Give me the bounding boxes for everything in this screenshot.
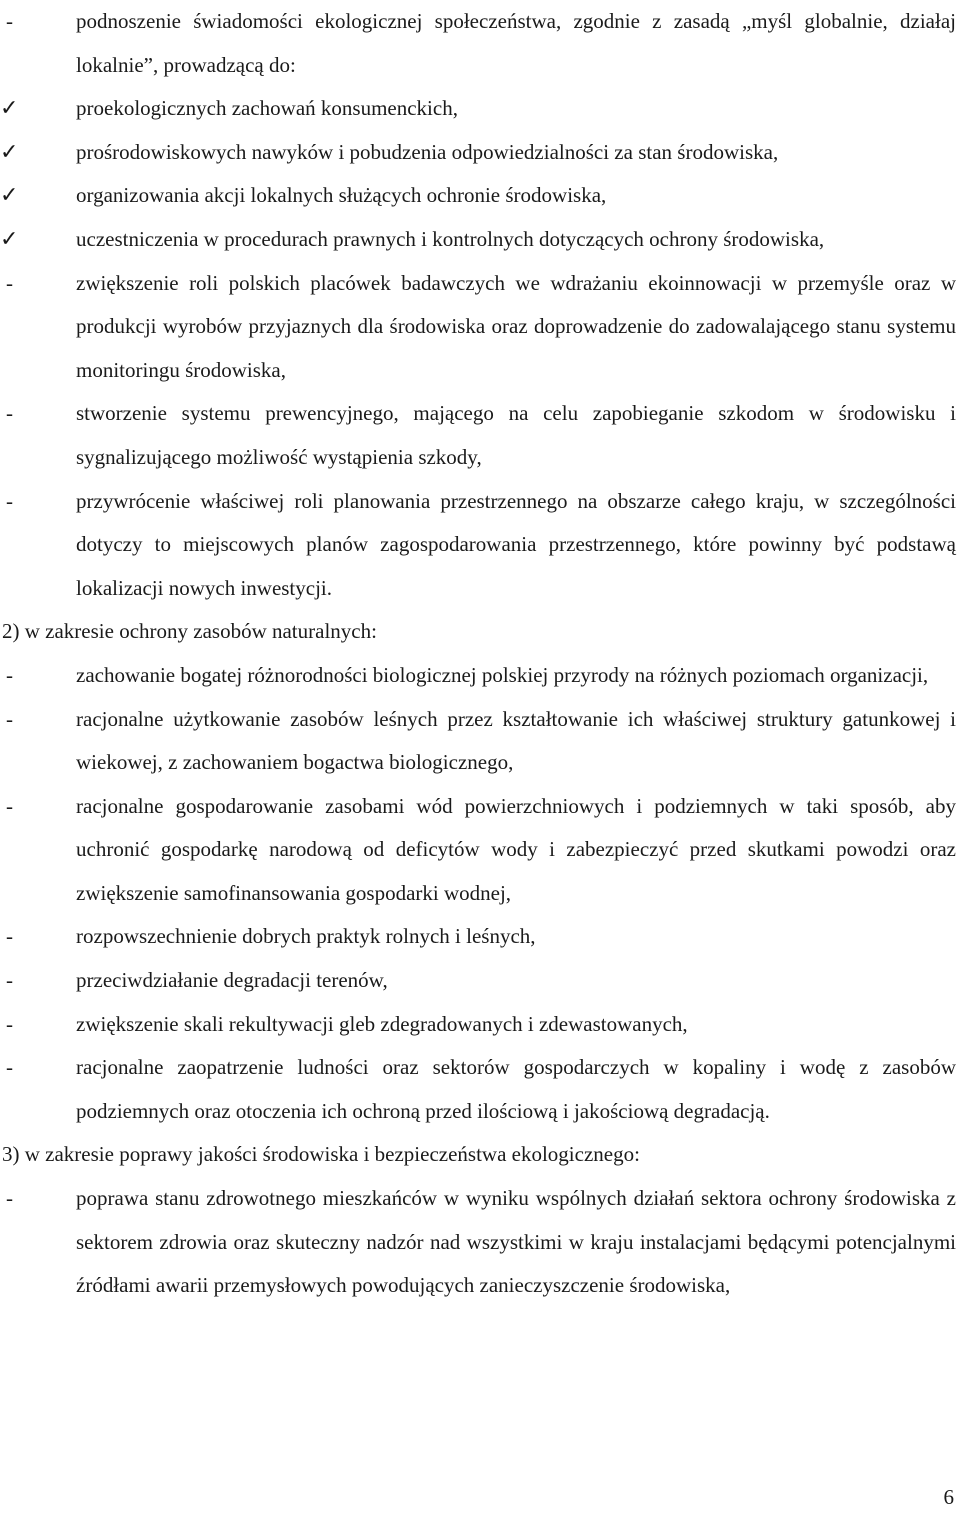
list-item	[6, 1003, 956, 1047]
page-number: 6	[943, 1485, 954, 1509]
list-item-text: zwiększenie skali rekultywacji gleb zdegradowanych i zdewastowanych,	[76, 1011, 688, 1036]
dash-bullet: -	[6, 924, 13, 949]
dash-bullet: -	[6, 9, 13, 33]
list-item-text: organizowania akcji lokalnych służących ochronie środowiska,	[76, 183, 607, 208]
dash-bullet: -	[6, 968, 13, 993]
list-item	[6, 698, 956, 785]
list-item	[6, 0, 956, 87]
list-item-text: podnoszenie świadomości ekologicznej społeczeństwa, zgodnie z zasadą „myśl globalnie, działaj lokalnie”, prowadzącą do:	[76, 9, 956, 77]
list-item	[6, 959, 956, 1003]
list-item-text: racjonalne zaopatrzenie ludności oraz sektorów gospodarczych w kopaliny i wodę z zasobów podziemnych oraz otoczenia ich ochroną przed ilościową i jakościową degradacją.	[76, 1055, 956, 1123]
section-heading: 2) w zakresie ochrony zasobów naturalnych:	[2, 619, 377, 644]
list-item	[0, 174, 956, 218]
list-item-text: racjonalne użytkowanie zasobów leśnych przez kształtowanie ich właściwej struktury gatunkowej i wiekowej, z zachowaniem bogactwa biologicznego,	[76, 706, 956, 775]
list-item	[6, 1046, 956, 1133]
list-item	[0, 131, 956, 175]
list-item-text: uczestniczenia w procedurach prawnych i kontrolnych dotyczących ochrony środowiska,	[76, 226, 825, 251]
dash-bullet: -	[6, 270, 13, 295]
list-item	[6, 480, 956, 611]
list-item-text: racjonalne gospodarowanie zasobami wód powierzchniowych i podziemnych w taki sposób, aby uchronić gospodarkę narodową od deficytów wody i zabezpieczyć przed skutkami powodzi oraz zwiększenie samofinansowania gospodarki wodnej,	[76, 793, 956, 905]
dash-bullet: -	[6, 488, 13, 513]
list-item	[6, 392, 956, 479]
list-item-text: poprawa stanu zdrowotnego mieszkańców w wyniku wspólnych działań sektora ochrony środowiska z sektorem zdrowia oraz skuteczny nadzór nad wszystkimi w kraju instalacjami będącymi potencjalnymi źródłami awarii przemysłowych powodujących zanieczyszczenie środowiska,	[76, 1186, 956, 1298]
dash-bullet: -	[6, 401, 13, 426]
dash-bullet: -	[6, 706, 13, 731]
dash-bullet: -	[6, 1011, 13, 1036]
list-item	[6, 915, 956, 959]
dash-bullet: -	[6, 1055, 13, 1080]
checkmark-icon: ✓	[0, 183, 19, 209]
list-item-text: przywrócenie właściwej roli planowania przestrzennego na obszarze całego kraju, w szczególności dotyczy to miejscowych planów zagospodarowania przestrzennego, które powinny być podstawą lokalizacji nowych inwestycji.	[76, 488, 956, 600]
checkmark-icon: ✓	[0, 139, 19, 165]
list-item	[6, 654, 956, 698]
dash-bullet: -	[6, 793, 13, 818]
list-item-text: rozpowszechnienie dobrych praktyk rolnych i leśnych,	[76, 924, 536, 949]
section-heading: 3) w zakresie poprawy jakości środowiska i bezpieczeństwa ekologicznego:	[2, 1142, 640, 1167]
list-item	[0, 87, 956, 131]
list-item-text: prośrodowiskowych nawyków i pobudzenia odpowiedzialności za stan środowiska,	[76, 139, 779, 164]
checkmark-icon: ✓	[0, 96, 19, 122]
list-item	[6, 262, 956, 393]
dash-bullet: -	[6, 662, 13, 687]
list-item-text: stworzenie systemu prewencyjnego, mającego na celu zapobieganie szkodom w środowisku i sygnalizującego możliwość wystąpienia szkody,	[76, 401, 956, 469]
dash-bullet: -	[6, 1186, 13, 1211]
list-item	[6, 1177, 956, 1308]
list-item-text: zwiększenie roli polskich placówek badawczych we wdrażaniu ekoinnowacji w przemyśle oraz w produkcji wyrobów przyjaznych dla środowiska oraz doprowadzenie do zadowalającego stanu systemu monitoringu środowiska,	[76, 270, 956, 382]
list-item-text: zachowanie bogatej różnorodności biologicznej polskiej przyrody na różnych poziomach organizacji,	[76, 662, 929, 687]
checkmark-icon: ✓	[0, 226, 19, 252]
list-item	[6, 785, 956, 916]
list-item-text: proekologicznych zachowań konsumenckich,	[76, 96, 458, 121]
list-item-text: przeciwdziałanie degradacji terenów,	[76, 968, 388, 993]
list-item	[0, 218, 956, 262]
